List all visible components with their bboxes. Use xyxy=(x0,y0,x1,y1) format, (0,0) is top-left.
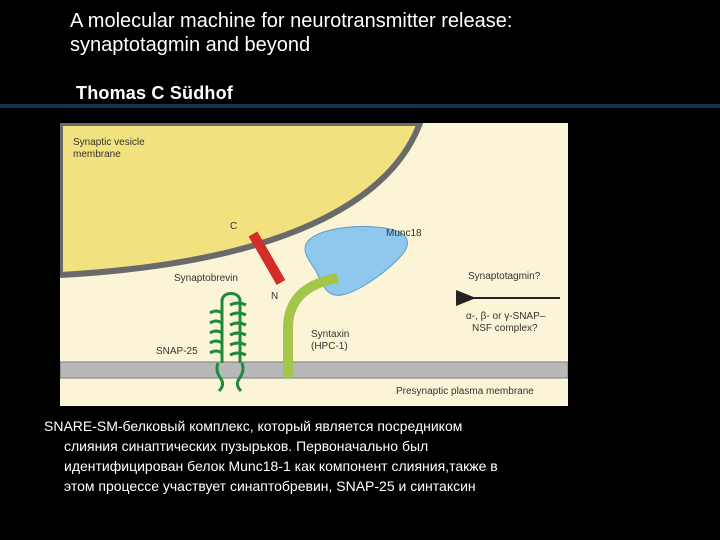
author-name: Thomas C Südhof xyxy=(76,83,233,103)
slide-title xyxy=(70,9,690,57)
label-syntaxin-line-1: Syntaxin xyxy=(311,329,350,340)
label-snap25: SNAP-25 xyxy=(156,346,198,357)
author-divider xyxy=(0,104,720,108)
plasma-membrane-band xyxy=(60,362,568,378)
caption-line-3: идентифицирован белок Munc18-1 как компонент слияния,также в xyxy=(64,458,498,474)
label-vesicle-line-2: membrane xyxy=(73,149,121,160)
label-plasma-membrane: Presynaptic plasma membrane xyxy=(396,386,534,397)
slide-title-line-2: synaptotagmin and beyond xyxy=(70,34,311,56)
caption-line-1: SNARE-SM-белковый комплекс, который является посредником xyxy=(44,418,463,434)
label-nsf-line-1: α-, β- or γ-SNAP– xyxy=(466,311,546,322)
slide-title-line-1: A molecular machine for neurotransmitter release: xyxy=(70,10,513,32)
label-c-terminus: C xyxy=(230,221,238,232)
caption-line-2: слияния синаптических пузырьков. Первоначально был xyxy=(64,438,429,454)
snare-diagram-svg xyxy=(60,123,568,406)
label-nsf-line-2: NSF complex? xyxy=(472,323,538,334)
label-munc18: Munc18 xyxy=(386,228,422,239)
label-syntaxin-line-2: (HPC-1) xyxy=(311,341,348,352)
label-synaptotagmin: Synaptotagmin? xyxy=(468,271,541,282)
label-n-terminus: N xyxy=(271,291,279,302)
slide-caption xyxy=(44,416,564,496)
snare-diagram xyxy=(60,123,568,406)
label-synaptobrevin: Synaptobrevin xyxy=(174,273,238,284)
caption-line-4: этом процессе участвует синаптобревин, SNAP-25 и синтаксин xyxy=(64,478,476,494)
label-vesicle-line-1: Synaptic vesicle xyxy=(73,137,145,148)
